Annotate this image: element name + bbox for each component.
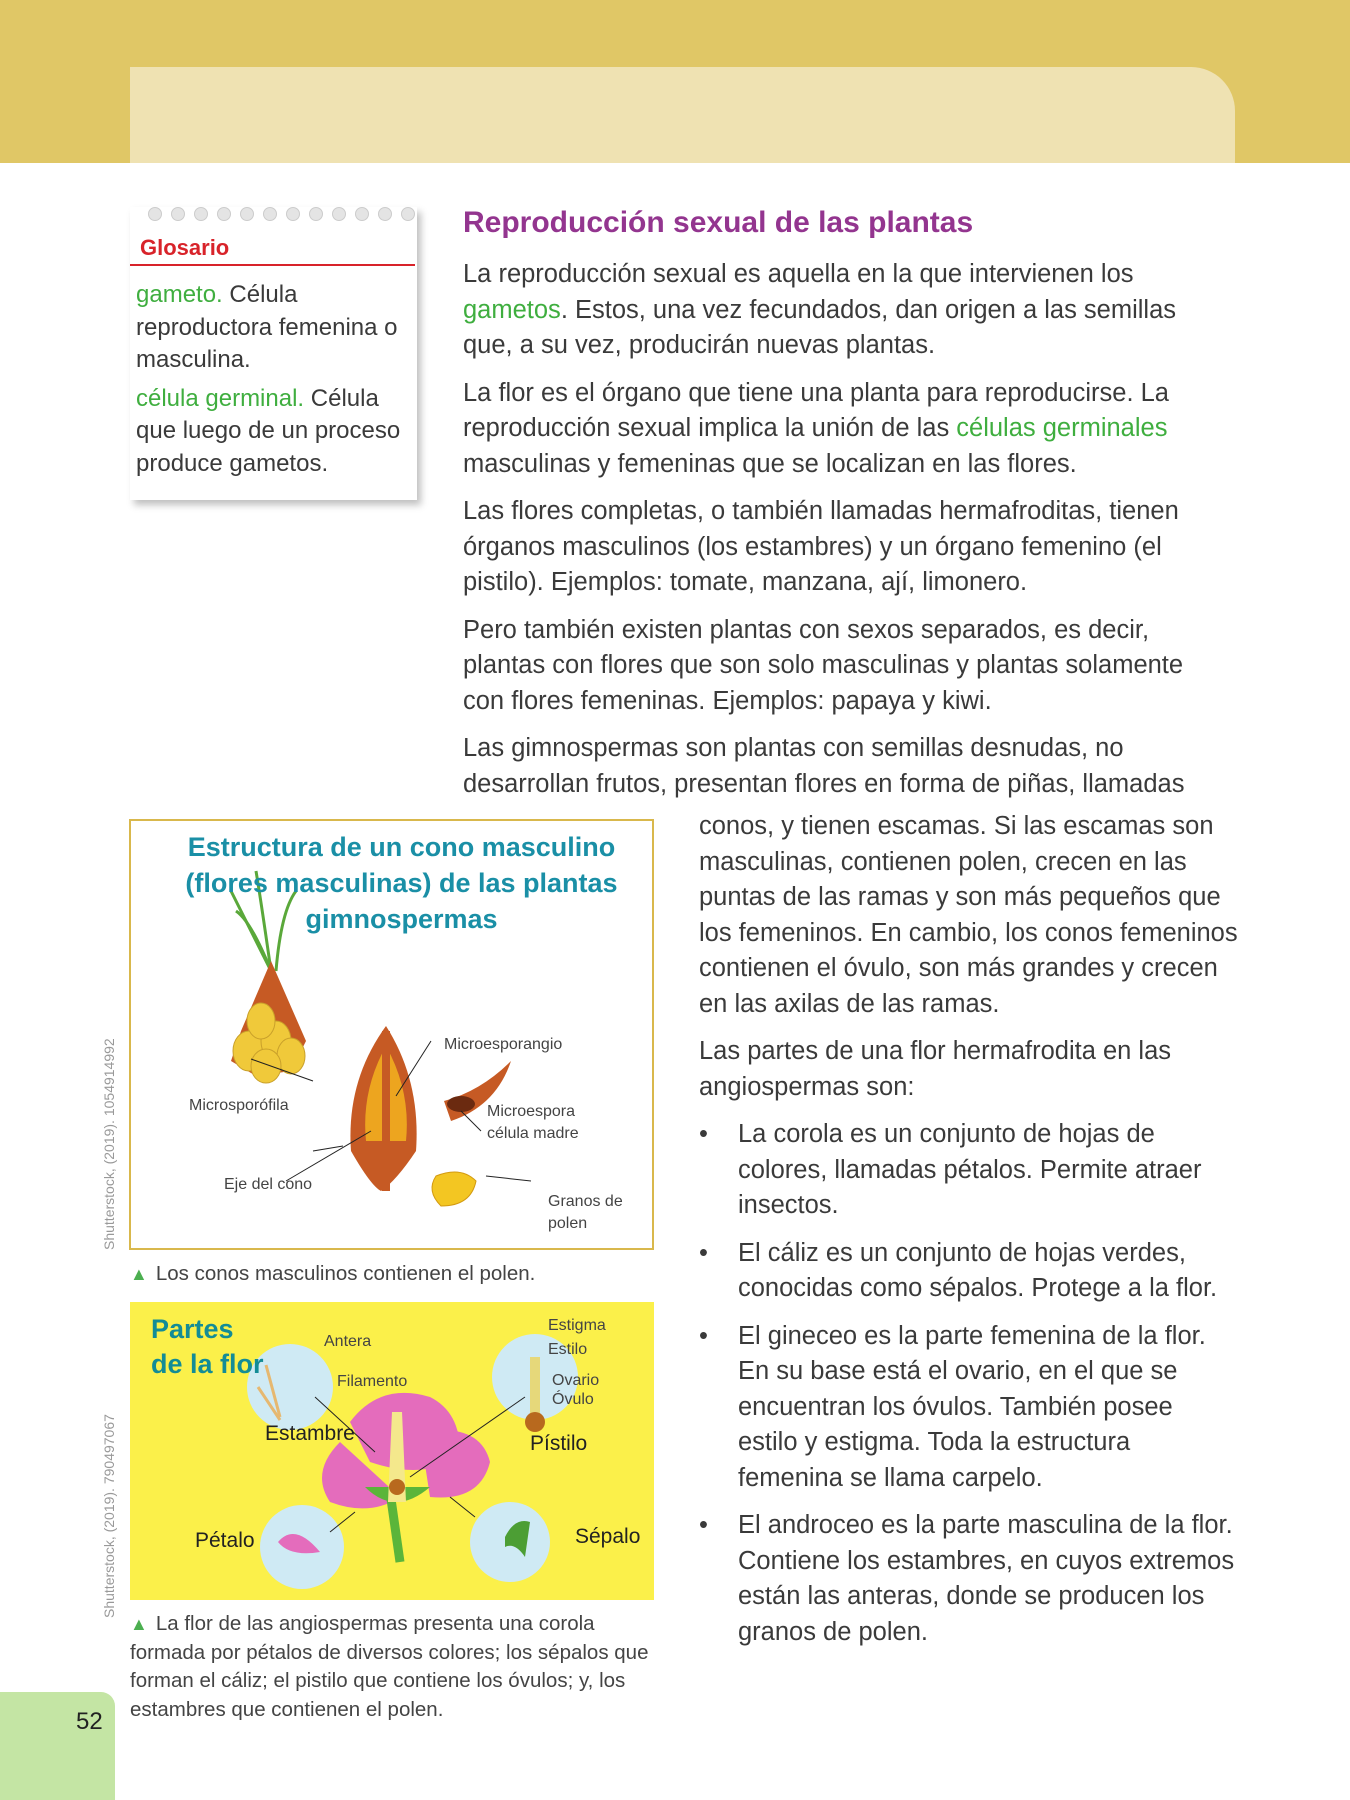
- label-sepalo: Sépalo: [575, 1525, 641, 1548]
- glossary-divider: [130, 264, 415, 266]
- list-item: • El gineceo es la parte femenina de la flor. En su base está el ovario, en el que se encuentran los óvulos. También posee estilo y estigma. Toda la estructura femenina se llama carpelo.: [699, 1319, 1239, 1497]
- flower-parts-figure: [130, 1302, 654, 1600]
- highlight-term: células germinales: [956, 414, 1168, 442]
- label-pistilo: Pístilo: [530, 1432, 588, 1455]
- label-ovario: Ovario: [552, 1372, 600, 1389]
- glossary-term: célula germinal.: [136, 384, 305, 412]
- glossary-title: Glosario: [140, 235, 230, 260]
- paragraph: Pero también existen plantas con sexos separados, es decir, plantas con flores que son solo masculinas y plantas solamente con flores femeninas. Ejemplos: papaya y kiwi.: [463, 615, 1184, 715]
- highlight-term: gametos: [463, 295, 561, 324]
- label-petalo: Pétalo: [195, 1529, 255, 1552]
- section-title: Reproducción sexual de las plantas: [463, 206, 974, 239]
- paragraph: La reproducción sexual es aquella en la que intervienen los gametos. Estos, una vez fecundados, dan origen a las semillas que, a su vez, producirán nuevas plantas.: [463, 260, 1176, 359]
- page-number: 52: [76, 1708, 103, 1735]
- notebook-rings: [148, 207, 415, 221]
- glossary-entry: [136, 279, 411, 377]
- label-microesporangio: Microesporangio: [444, 1036, 563, 1053]
- glossary-term: gameto.: [136, 281, 223, 308]
- image-credit: Shutterstock, (2019). 1054914992: [101, 1038, 117, 1250]
- figure-caption: ▲ La flor de las angiospermas presenta una corola formada por pétalos de diversos colores; los sépalos que forman el cáliz; el pistilo que contiene los óvulos; y, los estambres que contienen el polen.: [130, 1612, 649, 1721]
- paragraph: conos, y tienen escamas. Si las escamas son masculinas, contienen polen, crecen en las puntas de las ramas y son más pequeños que los femeninos. En cambio, los conos femeninos contienen el óvulo, son más grandes y crecen en las axilas de las ramas.: [699, 812, 1238, 1018]
- paragraph: Las partes de una flor hermafrodita en las angiospermas son:: [699, 1037, 1172, 1101]
- label-estambre: Estambre: [265, 1422, 355, 1445]
- right-column-text: [699, 809, 1239, 1662]
- figure-caption: ▲ Los conos masculinos contienen el polen.: [130, 1262, 536, 1285]
- paragraph: La flor es el órgano que tiene una planta para reproducirse. La reproducción sexual implica la unión de las células germinales masculinas y femeninas que se localizan en las flores.: [463, 378, 1169, 478]
- list-item: • El cáliz es un conjunto de hojas verdes, conocidas como sépalos. Protege a la flor.: [699, 1236, 1239, 1307]
- main-text: [463, 257, 1223, 802]
- paragraph: Las flores completas, o también llamadas hermafroditas, tienen órganos masculinos (los estambres) y un órgano femenino (el pistilo). Ejemplos: tomate, manzana, ají, limonero.: [463, 497, 1179, 596]
- label-microsporofila: Microsporófila: [189, 1097, 289, 1114]
- figure-title: Partes de la flor: [151, 1314, 264, 1379]
- label-estilo: Estilo: [548, 1341, 588, 1358]
- label-eje-del-cono: Eje del cono: [224, 1176, 313, 1193]
- glossary-definition: Célula reproductora femenina o masculina.: [136, 281, 398, 373]
- image-credit: Shutterstock, (2019). 790497067: [101, 1414, 117, 1618]
- flower-parts-list: [699, 1117, 1239, 1650]
- header-panel: [130, 67, 1235, 163]
- label-antera: Antera: [324, 1333, 372, 1350]
- list-item: • La corola es un conjunto de hojas de colores, llamadas pétalos. Permite atraer insectos.: [699, 1117, 1239, 1224]
- label-ovulo: Óvulo: [552, 1391, 594, 1408]
- figure-title: Estructura de un cono masculino (flores masculinas) de las plantas gimnospermas: [185, 832, 618, 934]
- label-microespora: Microespora célula madre: [487, 1103, 579, 1142]
- glossary-entry: [136, 383, 411, 481]
- label-filamento: Filamento: [337, 1373, 408, 1390]
- male-cone-figure: [129, 819, 654, 1250]
- label-estigma: Estigma: [548, 1317, 606, 1334]
- glossary-card: [130, 207, 417, 500]
- glossary-definition: Célula que luego de un proceso produce gametos.: [136, 384, 401, 477]
- label-granos-de-polen: Granos de polen: [548, 1193, 623, 1232]
- paragraph: Las gimnospermas son plantas con semillas desnudas, no desarrollan frutos, presentan flores en forma de piñas, llamadas: [463, 734, 1185, 798]
- list-item: • El androceo es la parte masculina de la flor. Contiene los estambres, en cuyos extremos están las anteras, donde se producen los granos de polen.: [699, 1508, 1239, 1650]
- triangle-icon: ▲: [130, 1614, 148, 1634]
- triangle-icon: ▲: [130, 1264, 148, 1284]
